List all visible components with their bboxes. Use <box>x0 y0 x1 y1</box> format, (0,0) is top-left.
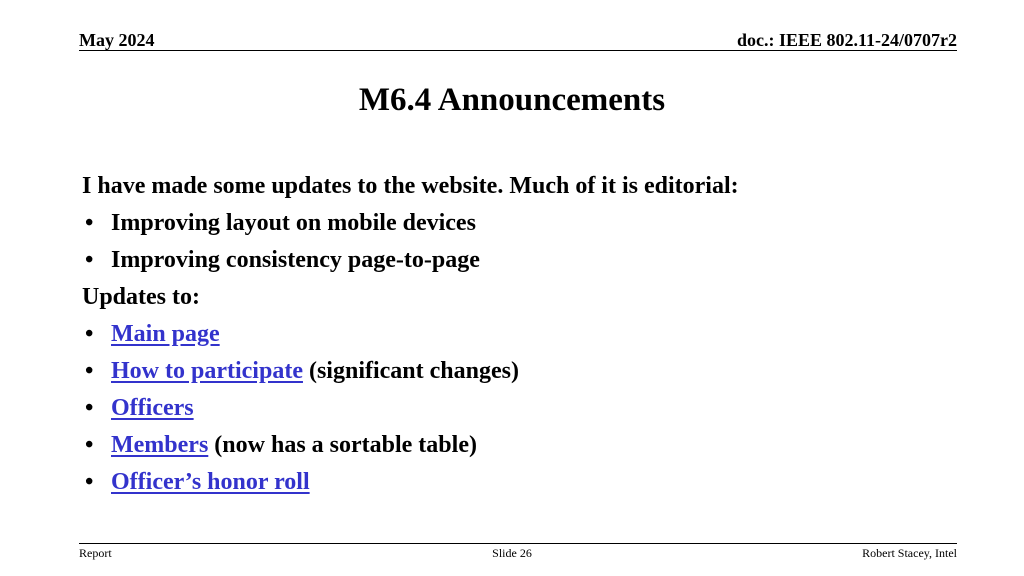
slide-header-doc-id: doc.: IEEE 802.11-24/0707r2 <box>736 30 957 50</box>
editorial-item-text: Improving consistency page-to-page <box>111 247 480 273</box>
update-note: (significant changes) <box>308 358 519 384</box>
members-link[interactable]: Members <box>111 432 209 458</box>
bullet-glyph: • <box>85 358 94 384</box>
bullet-glyph: • <box>85 321 94 347</box>
bullet-glyph: • <box>85 210 94 236</box>
bullet-glyph: • <box>85 432 94 458</box>
main-page-link[interactable]: Main page <box>111 321 220 347</box>
footer-report-label: Report <box>79 546 112 560</box>
list-item <box>82 205 962 242</box>
officers-link[interactable]: Officers <box>111 395 194 421</box>
slide-title: M6.4 Announcements <box>358 82 666 118</box>
header-divider <box>79 50 957 51</box>
update-note: (now has a sortable table) <box>214 432 477 458</box>
bullet-glyph: • <box>85 469 94 495</box>
bullet-glyph: • <box>85 395 94 421</box>
slide-header-date: May 2024 <box>79 30 155 50</box>
footer-divider <box>79 543 957 544</box>
footer-author: Robert Stacey, Intel <box>862 546 957 560</box>
intro-text: I have made some updates to the website. Much of it is editorial: <box>82 173 739 199</box>
officers-honor-roll-link[interactable]: Officer’s honor roll <box>111 469 310 495</box>
updates-heading: Updates to: <box>82 284 200 310</box>
bullet-glyph: • <box>85 247 94 273</box>
slide-number: Slide 26 <box>492 546 532 560</box>
list-item <box>82 464 962 501</box>
list-item <box>82 390 962 427</box>
list-item <box>82 242 962 279</box>
list-item <box>82 316 962 353</box>
slide-body <box>82 168 962 501</box>
list-item <box>82 427 962 464</box>
list-item <box>82 353 962 390</box>
how-to-participate-link[interactable]: How to participate <box>111 358 303 384</box>
editorial-item-text: Improving layout on mobile devices <box>111 210 476 236</box>
